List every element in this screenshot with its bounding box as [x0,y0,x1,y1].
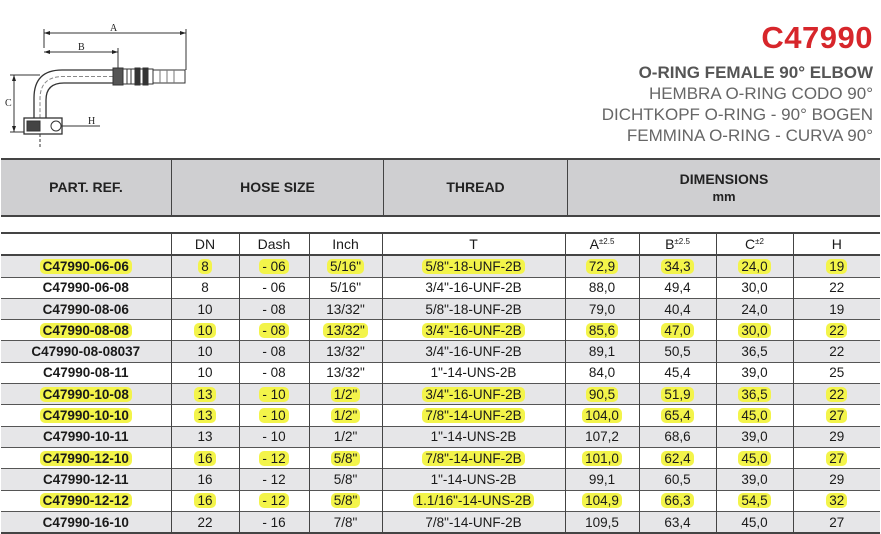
cell-inch-text: 5/16" [329,280,362,296]
cell-inch-text: 13/32" [326,365,365,381]
cell-inch-text: 13/32" [323,323,368,338]
cell-c [716,511,793,533]
cell-thread-text: 7/8"-14-UNF-2B [422,451,524,466]
cell-ref-text: C47990-12-11 [42,471,129,487]
cell-dash-text: - 06 [262,280,286,296]
cell-dash-text: - 10 [262,429,286,445]
cell-a [565,447,639,468]
cell-c [716,255,793,277]
cell-a [565,277,639,298]
cell-ref-text: C47990-10-11 [42,429,129,445]
cell-inch-text: 1/2" [331,387,361,402]
cell-dn [171,469,239,490]
cell-dash [239,341,309,362]
group-header-dimensions [568,160,880,215]
table-row [1,320,880,341]
cell-a [565,320,639,341]
col-h: H [831,236,842,253]
cell-h-text: 27 [826,451,847,466]
cell-a-text: 90,5 [586,387,618,402]
cell-dn [171,341,239,362]
cell-a [565,341,639,362]
cell-ref [1,384,171,405]
cell-thread-text: 1"-14-UNS-2B [430,471,517,487]
cell-b [639,447,716,468]
cell-a-text: 84,0 [588,365,616,381]
cell-c-text: 39,0 [741,471,768,487]
cell-a-text: 72,9 [586,259,618,274]
cell-b [639,490,716,511]
table-row [1,277,880,298]
cell-ref [1,255,171,277]
cell-thread [382,469,565,490]
cell-dn-text: 10 [194,323,215,338]
cell-ref-text: C47990-16-10 [42,514,129,530]
cell-dash-text: - 08 [262,344,286,360]
cell-dash [239,277,309,298]
cell-dash-text: - 12 [262,471,286,487]
cell-thread [382,511,565,533]
cell-dash [239,298,309,319]
cell-a-text: 99,1 [588,471,616,487]
cell-dn-text: 10 [197,365,213,381]
cell-b-text: 62,4 [661,451,693,466]
cell-ref-text: C47990-08-08037 [31,344,141,360]
col-inch: Inch [309,233,382,255]
cell-inch-text: 5/8" [331,493,361,508]
cell-dash [239,320,309,341]
cell-a-text: 101,0 [582,451,622,466]
cell-a-text: 88,0 [588,280,616,296]
cell-ref-text: C47990-06-06 [40,259,132,274]
cell-dn [171,298,239,319]
cell-dash [239,469,309,490]
group-header-part-ref: PART. REF. [1,160,172,215]
cell-dn-text: 8 [198,259,212,274]
cell-c [716,320,793,341]
cell-h-text: 22 [829,280,845,296]
cell-ref [1,362,171,383]
cell-ref-text: C47990-10-10 [40,408,132,423]
cell-inch [309,298,382,319]
cell-thread-text: 7/8"-14-UNF-2B [425,514,522,530]
cell-a-text: 79,0 [588,301,616,317]
product-title-en: O-RING FEMALE 90° ELBOW [638,63,873,82]
cell-dash-text: - 10 [259,408,288,423]
cell-h [793,320,880,341]
cell-dash-text: - 08 [262,301,286,317]
cell-dn-text: 16 [194,493,215,508]
cell-dash [239,490,309,511]
cell-dash [239,511,309,533]
cell-b [639,362,716,383]
cell-b [639,255,716,277]
cell-thread [382,384,565,405]
cell-ref-text: C47990-08-11 [42,365,129,381]
cell-dn-text: 16 [194,451,215,466]
cell-thread-text: 5/8"-18-UNF-2B [422,259,524,274]
dimensions-unit: mm [712,188,736,204]
cell-b-text: 47,0 [661,323,693,338]
cell-a [565,362,639,383]
cell-thread-text: 5/8"-18-UNF-2B [425,301,522,317]
cell-thread [382,447,565,468]
cell-h-text: 29 [829,471,845,487]
cell-b [639,405,716,426]
cell-c [716,298,793,319]
table-row [1,341,880,362]
cell-h-text: 25 [829,365,845,381]
cell-h [793,277,880,298]
cell-b [639,298,716,319]
cell-dn-text: 22 [197,514,213,530]
cell-c [716,490,793,511]
cell-a-text: 107,2 [585,429,619,445]
cell-dn-text: 10 [197,301,213,317]
cell-inch [309,447,382,468]
cell-dash-text: - 12 [259,493,288,508]
cell-h [793,341,880,362]
cell-a [565,255,639,277]
dim-label-b: B [78,42,85,53]
table-row [1,490,880,511]
cell-inch-text: 7/8" [333,514,358,530]
cell-ref-text: C47990-08-08 [40,323,132,338]
cell-b-text: 34,3 [661,259,693,274]
cell-h [793,490,880,511]
table-row [1,384,880,405]
cell-h [793,362,880,383]
cell-a [565,298,639,319]
cell-dn [171,447,239,468]
cell-inch-text: 1/2" [331,408,361,423]
col-c: $C^{\pm 2}$ [716,233,793,255]
cell-h [793,255,880,277]
cell-dash-text: - 08 [259,323,288,338]
cell-h-text: 22 [826,323,847,338]
cell-inch-text: 1/2" [333,429,358,445]
cell-dn-text: 16 [197,471,213,487]
cell-b-text: 51,9 [661,387,693,402]
cell-thread [382,341,565,362]
cell-dn-text: 13 [197,429,213,445]
cell-inch [309,469,382,490]
cell-thread [382,320,565,341]
cell-b [639,341,716,362]
cell-c-text: 36,5 [741,344,768,360]
cell-c-text: 39,0 [741,365,768,381]
cell-thread [382,490,565,511]
cell-ref [1,320,171,341]
product-titles [602,62,873,146]
cell-b-text: 50,5 [664,344,691,360]
cell-inch [309,362,382,383]
cell-c [716,362,793,383]
cell-inch-text: 5/8" [331,451,361,466]
table-row [1,362,880,383]
cell-dash-text: - 10 [259,387,288,402]
cell-dn-text: 13 [194,387,215,402]
cell-h [793,469,880,490]
cell-a-text: 104,9 [582,493,622,508]
cell-b [639,277,716,298]
cell-c [716,469,793,490]
cell-dash [239,447,309,468]
col-thread: T [382,233,565,255]
product-code: C47990 [761,20,873,55]
cell-b-text: 49,4 [664,280,691,296]
cell-b [639,320,716,341]
cell-a-text: 104,0 [582,408,622,423]
cell-thread [382,362,565,383]
cell-c [716,447,793,468]
cell-dn [171,255,239,277]
cell-dash-text: - 16 [262,514,286,530]
cell-a-text: 89,1 [588,344,616,360]
cell-dash [239,362,309,383]
dimensions-label: DIMENSIONS [679,170,769,187]
cell-b-text: 45,4 [664,365,691,381]
cell-h-text: 27 [829,514,845,530]
cell-a-text: 109,5 [585,514,619,530]
cell-c-text: 30,0 [741,280,768,296]
cell-b [639,511,716,533]
cell-dn [171,384,239,405]
cell-ref [1,426,171,447]
cell-b [639,426,716,447]
cell-dn [171,277,239,298]
cell-thread-text: 1"-14-UNS-2B [430,365,517,381]
cell-c-text: 45,0 [738,451,770,466]
cell-h-text: 22 [829,344,845,360]
cell-b-text: 66,3 [661,493,693,508]
cell-dash-text: - 06 [259,259,288,274]
cell-dn-text: 10 [197,344,213,360]
cell-ref [1,511,171,533]
cell-thread [382,298,565,319]
table-row [1,511,880,533]
cell-inch [309,490,382,511]
cell-inch [309,384,382,405]
cell-inch [309,320,382,341]
cell-inch [309,511,382,533]
cell-inch-text: 5/16" [327,259,364,274]
cell-c-text: 36,5 [738,387,770,402]
cell-thread-text: 3/4"-16-UNF-2B [422,323,524,338]
cell-h [793,405,880,426]
cell-thread [382,255,565,277]
cell-thread [382,426,565,447]
cell-c-text: 45,0 [741,514,768,530]
cell-h [793,298,880,319]
table-row [1,469,880,490]
cell-thread-text: 3/4"-16-UNF-2B [425,280,522,296]
table-row [1,255,880,277]
cell-b-text: 65,4 [661,408,693,423]
cell-dn [171,490,239,511]
cell-dash-text: - 08 [262,365,286,381]
cell-dn-text: 13 [194,408,215,423]
cell-h [793,384,880,405]
cell-a-text: 85,6 [586,323,618,338]
parts-table [1,232,880,534]
cell-a [565,511,639,533]
cell-thread-text: 3/4"-16-UNF-2B [422,387,524,402]
cell-thread-text: 1"-14-UNS-2B [430,429,517,445]
cell-ref [1,405,171,426]
cell-ref-text: C47990-08-06 [42,301,129,317]
cell-ref-text: C47990-06-08 [42,280,129,296]
cell-dn [171,426,239,447]
cell-h-text: 27 [826,408,847,423]
cell-ref [1,277,171,298]
cell-h-text: 19 [826,259,847,274]
cell-thread-text: 7/8"-14-UNF-2B [422,408,524,423]
cell-inch [309,341,382,362]
cell-h-text: 19 [829,301,845,317]
dim-label-a: A [110,23,118,34]
group-header-hose-size: HOSE SIZE [172,160,384,215]
cell-inch-text: 5/8" [333,471,358,487]
cell-dash [239,384,309,405]
cell-c [716,277,793,298]
cell-ref-text: C47990-10-08 [40,387,132,402]
cell-c-text: 45,0 [738,408,770,423]
cell-thread-text: 1.1/16"-14-UNS-2B [413,493,535,508]
cell-ref [1,447,171,468]
product-title-es: HEMBRA O-RING CODO 90° [648,84,873,103]
cell-dn [171,320,239,341]
cell-c-text: 24,0 [738,259,770,274]
cell-h [793,447,880,468]
cell-b [639,384,716,405]
cell-ref [1,490,171,511]
cell-thread [382,277,565,298]
col-dn: DN [171,233,239,255]
cell-c-text: 39,0 [741,429,768,445]
cell-h-text: 32 [826,493,847,508]
cell-dash [239,255,309,277]
cell-h [793,511,880,533]
cell-c [716,384,793,405]
cell-c-text: 24,0 [741,301,768,317]
cell-a [565,384,639,405]
cell-inch [309,405,382,426]
cell-ref [1,298,171,319]
cell-ref-text: C47990-12-12 [40,493,132,508]
cell-b-text: 40,4 [664,301,691,317]
cell-a [565,426,639,447]
col-part-ref [1,233,171,255]
product-title-de: DICHTKOPF O-RING - 90° BOGEN [601,105,873,124]
cell-b-text: 60,5 [664,471,691,487]
cell-ref [1,341,171,362]
cell-inch-text: 13/32" [326,344,365,360]
col-b: $B^{\pm 2.5}$ [639,233,716,255]
cell-dash-text: - 12 [259,451,288,466]
cell-a [565,469,639,490]
elbow-fitting-drawing [0,20,200,160]
cell-thread [382,405,565,426]
table-row [1,298,880,319]
table-row [1,426,880,447]
cell-inch [309,277,382,298]
cell-a [565,490,639,511]
cell-inch-text: 13/32" [326,301,365,317]
cell-b-text: 63,4 [664,514,691,530]
cell-b-text: 68,6 [664,429,691,445]
col-a: $A^{\pm 2.5}$ [565,233,639,255]
cell-c [716,341,793,362]
cell-c-text: 54,5 [738,493,770,508]
table-row [1,405,880,426]
dim-label-h: H [88,116,96,127]
table-group-header [1,158,880,217]
cell-inch [309,255,382,277]
cell-h-text: 22 [826,387,847,402]
cell-c [716,426,793,447]
table-row [1,447,880,468]
cell-h-text: 29 [829,429,845,445]
cell-dash [239,426,309,447]
cell-inch [309,426,382,447]
cell-dn-text: 8 [201,280,209,296]
cell-h [793,426,880,447]
cell-ref-text: C47990-12-10 [40,451,132,466]
cell-c-text: 30,0 [738,323,770,338]
cell-a [565,405,639,426]
cell-b [639,469,716,490]
cell-dn [171,405,239,426]
col-dash: Dash [239,233,309,255]
group-header-thread: THREAD [384,160,568,215]
dim-label-c: C [5,98,12,109]
product-title-it: FEMMINA O-RING - CURVA 90° [626,126,873,145]
cell-dn [171,511,239,533]
cell-dn [171,362,239,383]
column-header-row [1,233,880,255]
cell-thread-text: 3/4"-16-UNF-2B [425,344,522,360]
cell-ref [1,469,171,490]
cell-c [716,405,793,426]
cell-dash [239,405,309,426]
